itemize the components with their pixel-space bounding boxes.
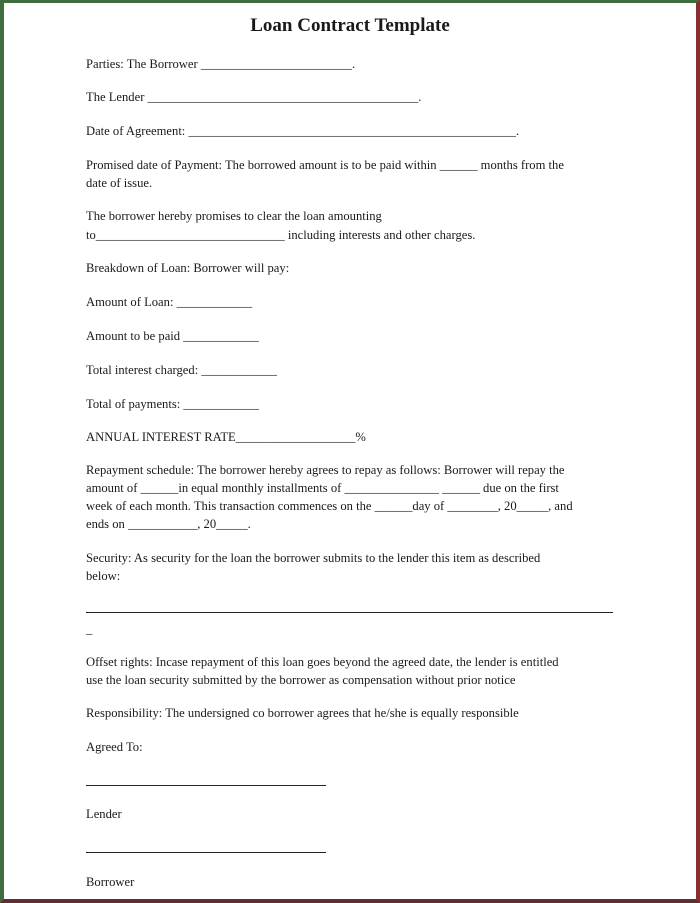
security-description-blank (86, 612, 613, 613)
lender-label: Lender (86, 807, 122, 821)
document-title: Loan Contract Template (250, 15, 450, 36)
repayment-line-4: ends on ___________, 20_____. (86, 517, 251, 531)
total-payments-line: Total of payments: ____________ (86, 397, 259, 411)
annual-interest-rate-line: ANNUAL INTEREST RATE___________________% (86, 430, 366, 444)
amount-to-be-paid-line: Amount to be paid ____________ (86, 329, 259, 343)
amount-of-loan-line: Amount of Loan: ____________ (86, 295, 253, 309)
breakdown-heading: Breakdown of Loan: Borrower will pay: (86, 261, 290, 275)
date-of-agreement-line: Date of Agreement: ____________________________________________________. (86, 124, 520, 138)
responsibility-line: Responsibility: The undersigned co borrower agrees that he/she is equally responsible (86, 706, 519, 720)
offset-rights-line-1: Offset rights: Incase repayment of this loan goes beyond the agreed date, the lender is entitled (86, 655, 559, 669)
security-line-2: below: (86, 569, 121, 583)
promise-line-2: to______________________________ including interests and other charges. (86, 228, 476, 242)
lender-signature-line (86, 785, 326, 786)
lender-line: The Lender ___________________________________________. (86, 90, 422, 104)
borrower-signature-line (86, 852, 326, 853)
repayment-line-3: week of each month. This transaction commences on the ______day of ________, 20_____, and (86, 499, 573, 513)
promise-line-1: The borrower hereby promises to clear the loan amounting (86, 209, 382, 223)
promised-date-line-2: date of issue. (86, 176, 153, 190)
promised-date-line-1: Promised date of Payment: The borrowed amount is to be paid within ______ months from the (86, 158, 564, 172)
borrower-label: Borrower (86, 875, 135, 889)
security-line-1: Security: As security for the loan the borrower submits to the lender this item as described (86, 551, 541, 565)
agreed-to-label: Agreed To: (86, 740, 143, 754)
total-interest-line: Total interest charged: ____________ (86, 363, 277, 377)
offset-rights-line-2: use the loan security submitted by the borrower as compensation without prior notice (86, 673, 516, 687)
repayment-line-1: Repayment schedule: The borrower hereby agrees to repay as follows: Borrower will repay the (86, 463, 565, 477)
parties-line: Parties: The Borrower ________________________. (86, 57, 356, 71)
repayment-line-2: amount of ______in equal monthly installments of _______________ ______ due on the first (86, 481, 559, 495)
security-trailing-dash: _ (86, 622, 93, 636)
